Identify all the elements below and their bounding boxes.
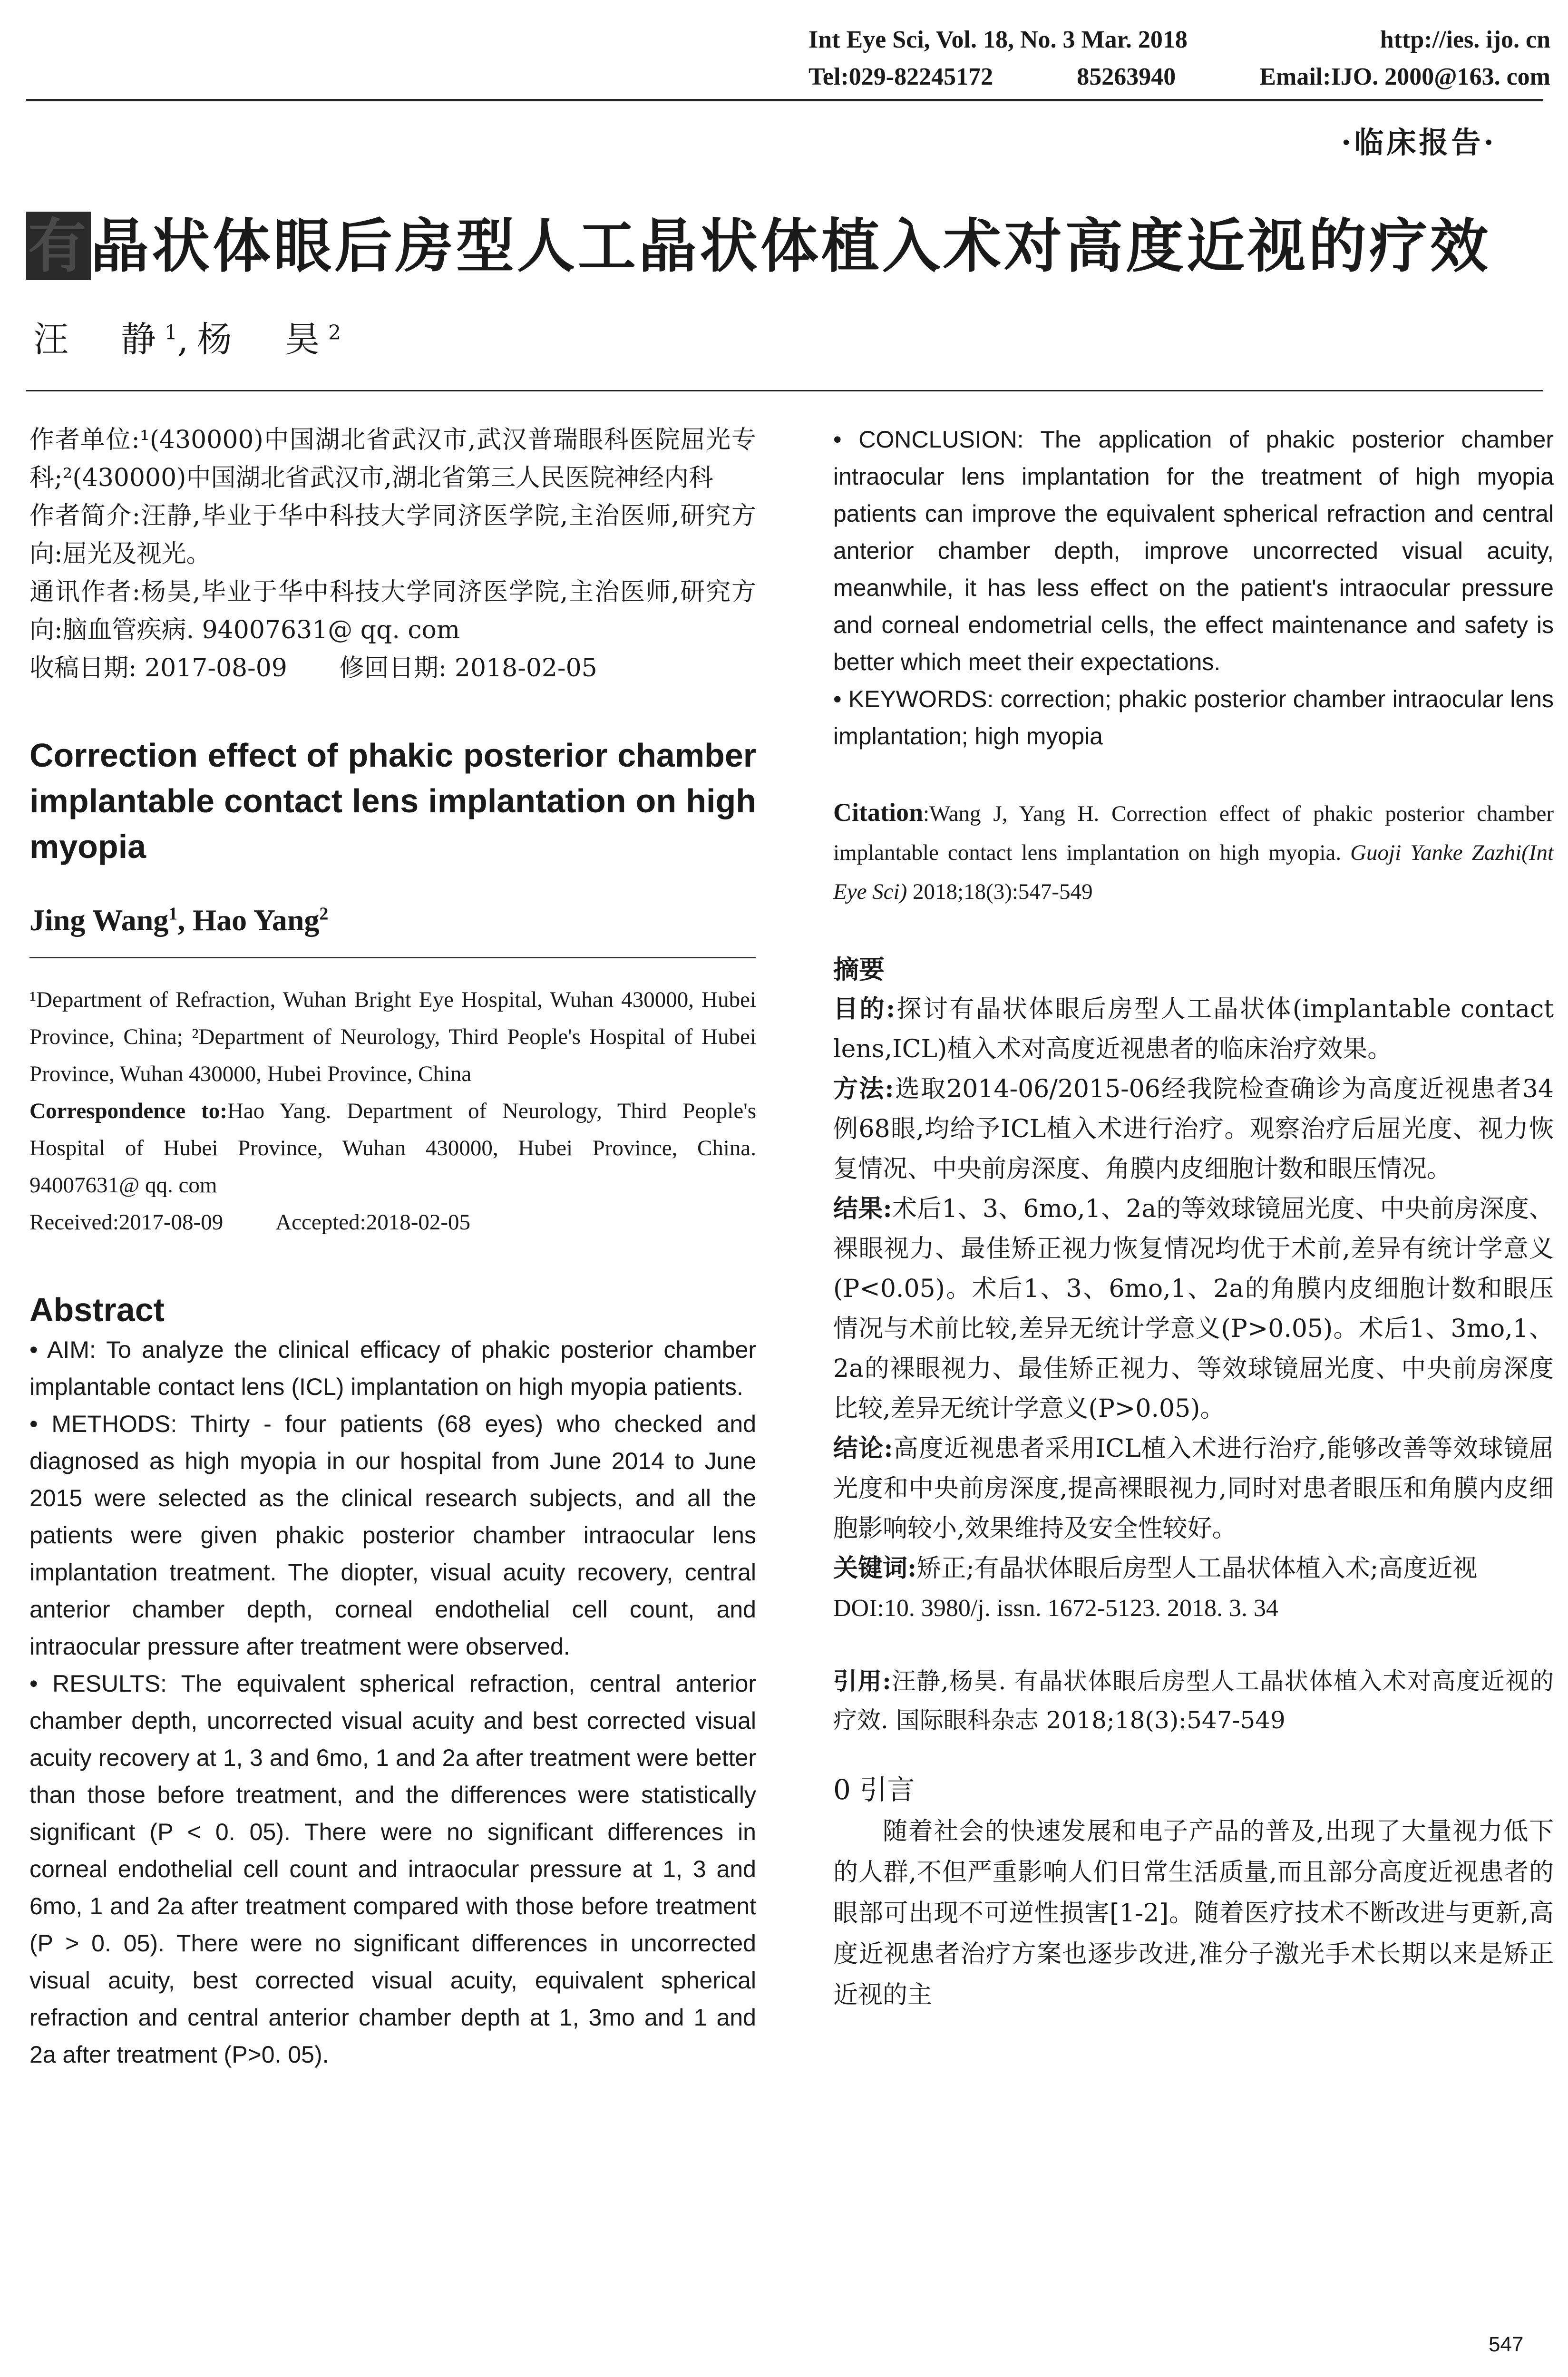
dates-cn xyxy=(29,649,756,687)
correspondence-text: Hao Yang. Department of Neurology, Third People's Hospital of Hubei Province, Wuhan 430000, Hubei Province, China. 94007631@ qq. com xyxy=(29,1099,756,1198)
doi[interactable]: DOI:10. 3980/j. issn. 1672-5123. 2018. 3. 34 xyxy=(833,1595,1278,1622)
right-column xyxy=(833,421,1554,2016)
citation-tail: 2018;18(3):547-549 xyxy=(907,879,1093,904)
author-sep: , xyxy=(177,319,197,360)
authors-en xyxy=(29,903,756,938)
results-text-cn: 术后1、3、6mo,1、2a的等效球镜屈光度、中央前房深度、裸眼视力、最佳矫正视力恢复情况均优于术前,差异有统计学意义(P<0.05)。术后1、3、6mo,1、2a的角膜内皮细胞计数和眼压情况与术前比较,差异无统计学意义(P>0.05)。术后1、3mo,1、2a的裸眼视力、最佳矫正视力、等效球镜屈光度、中央前房深度比较,差异无统计学意义(P>0.05)。 xyxy=(833,1195,1554,1423)
author-1-en-sup: 1 xyxy=(168,904,178,924)
abstract-aim: • AIM: To analyze the clinical efficacy of phakic posterior chamber implantable contact lens (ICL) implantation on high myopia patients. xyxy=(29,1336,756,1400)
affiliation-text: ¹Department of Refraction, Wuhan Bright Eye Hospital, Wuhan 430000, Hubei Province, China; ²Department of Neurology, Third People's Hospital of Hubei Province, Wuhan 430000, Hubei Province, China xyxy=(29,987,756,1086)
title-first-char: 有 xyxy=(26,212,91,280)
abstract-cn-keywords xyxy=(833,1549,1554,1588)
citation-en xyxy=(833,793,1554,911)
abstract-cn-methods xyxy=(833,1069,1554,1189)
author-en-sep: , xyxy=(177,903,193,937)
author-2-en-sup: 2 xyxy=(319,904,329,924)
header-line-2 xyxy=(808,58,1550,96)
abstract-results: • RESULTS: The equivalent spherical refraction, central anterior chamber depth, uncorrected visual acuity and best corrected visual acuity recovery at 1, 3 and 6mo, 1 and 2a after treatment were better than those before treatment, and the differences were statistically significant (P < 0. 05). There were no significant differences in corneal endothelial cell count and intraocular pressure at 1, 3 and 6mo, 1 and 2a after treatment compared with those before treatment (P > 0. 05). There were no significant differences in uncorrected visual acuity, best corrected visual acuity, equivalent spherical refraction and central anterior chamber depth at 1, 3mo and 1 and 2a after treatment (P>0. 05). xyxy=(29,1670,756,2068)
authors-en-rule xyxy=(29,957,756,958)
author-1-en: Jing Wang xyxy=(29,903,169,937)
citation-text: :Wang J, Yang H. Correction effect of phakic posterior chamber implantable contact lens implantation on high myopia. xyxy=(833,801,1554,865)
accepted-en: Accepted:2018-02-05 xyxy=(275,1210,471,1235)
citation-cn xyxy=(833,1662,1554,1740)
journal-header xyxy=(808,21,1550,96)
intro-text: 随着社会的快速发展和电子产品的普及,出现了大量视力低下的人群,不但严重影响人们日常生活质量,而且部分高度近视患者的眼部可出现不可逆性损害[1-2]。随着医疗技术不断改进与更新,高度近视患者治疗方案也逐步改进,准分子激光手术长期以来是矫正近视的主 xyxy=(833,1817,1554,2009)
abstract-en xyxy=(29,1331,756,2073)
revised-cn: 修回日期: 2018-02-05 xyxy=(339,654,597,682)
methods-text-cn: 选取2014-06/2015-06经我院检查确诊为高度近视患者34例68眼,均给予ICL植入术进行治疗。观察治疗后屈光度、视力恢复情况、中央前房深度、角膜内皮细胞计数和眼压情况。 xyxy=(833,1075,1554,1183)
header-rule xyxy=(26,99,1543,101)
citation-cn-text: 汪静,杨昊. 有晶状体眼后房型人工晶状体植入术对高度近视的疗效. 国际眼科杂志 2018;18(3):547-549 xyxy=(833,1667,1554,1734)
authors-rule xyxy=(26,390,1543,391)
conclusion-text-cn: 高度近视患者采用ICL植入术进行治疗,能够改善等效球镜屈光度和中央前房深度,提高裸眼视力,同时对患者眼压和角膜内皮细胞影响较小,效果维持及安全性较好。 xyxy=(833,1434,1554,1543)
affiliations-en xyxy=(29,981,756,1241)
author-2-cn: 杨 昊 xyxy=(197,319,329,360)
abstract-cn-results xyxy=(833,1189,1554,1429)
abstract-cn-aim xyxy=(833,989,1554,1069)
author-2-en: Hao Yang xyxy=(193,903,320,937)
citation-label: Citation xyxy=(833,798,923,827)
abstract-conclusion: • CONCLUSION: The application of phakic posterior chamber intraocular lens implantation for the treatment of high myopia patients can improve the equivalent spherical refraction and central anterior chamber depth, improve uncorrected visual acuity, meanwhile, it has less effect on the patient's intraocular pressure and corneal endometrial cells, the effect maintenance and safety is better which meet their expectations. xyxy=(833,426,1554,675)
aim-label-cn: 目的: xyxy=(833,994,896,1023)
abstract-methods: • METHODS: Thirty - four patients (68 eyes) who checked and diagnosed as high myopia in our hospital from June 2014 to June 2015 were selected as the clinical research subjects, and all the patients were given phakic posterior chamber intraocular lens implantation treatment. The diopter, visual acuity recovery, central anterior chamber depth, corneal endothelial cell count, and intraocular pressure after treatment were observed. xyxy=(29,1411,756,1660)
keywords-label-cn: 关键词: xyxy=(833,1554,917,1583)
abstract-cn-conclusion xyxy=(833,1429,1554,1549)
abstract-cn-heading: 摘要 xyxy=(833,954,885,984)
journal-url[interactable]: http://ies. ijo. cn xyxy=(1380,26,1550,53)
results-label-cn: 结果: xyxy=(833,1194,892,1223)
author-unit: 作者单位:¹(430000)中国湖北省武汉市,武汉普瑞眼科医院屈光专科;²(430000)中国湖北省武汉市,湖北省第三人民医院神经内科 xyxy=(29,426,756,492)
page-number: 547 xyxy=(1489,2333,1524,2356)
aim-text-cn: 探讨有晶状体眼后房型人工晶状体(implantable contact lens,ICL)植入术对高度近视患者的临床治疗效果。 xyxy=(833,995,1554,1063)
correspondence-label: Correspondence to: xyxy=(29,1099,227,1123)
received-en: Received:2017-08-09 xyxy=(29,1210,224,1235)
corresponding-author: 通讯作者:杨昊,毕业于华中科技大学同济医学院,主治医师,研究方向:脑血管疾病. 94007631@ qq. com xyxy=(29,578,756,644)
header-line-1 xyxy=(808,21,1550,58)
article-title-cn xyxy=(26,200,1491,283)
keywords-text-cn: 矫正;有晶状体眼后房型人工晶状体植入术;高度近视 xyxy=(916,1554,1478,1583)
author-info-cn xyxy=(29,421,756,687)
authors-cn xyxy=(33,312,341,362)
methods-label-cn: 方法: xyxy=(833,1074,894,1103)
left-column xyxy=(29,421,756,2073)
dates-en xyxy=(29,1204,756,1241)
received-cn: 收稿日期: 2017-08-09 xyxy=(29,654,287,682)
author-1-sup: 1 xyxy=(165,321,177,344)
author-1-cn: 汪 静 xyxy=(33,319,165,360)
journal-tel-2: 85263940 xyxy=(1077,63,1176,90)
abstract-keywords: • KEYWORDS: correction; phakic posterior chamber intraocular lens implantation; high myopia xyxy=(833,686,1554,750)
author-2-sup: 2 xyxy=(328,321,341,344)
title-rest: 晶状体眼后房型人工晶状体植入术对高度近视的疗效 xyxy=(91,212,1491,280)
conclusion-label-cn: 结论: xyxy=(833,1434,893,1463)
abstract-cn xyxy=(833,989,1554,1628)
journal-tel: Tel:029-82245172 xyxy=(808,63,993,90)
citation-cn-label: 引用: xyxy=(833,1667,891,1695)
citation-journal: Guoji Yanke Zazhi(Int Eye Sci) xyxy=(833,840,1554,904)
journal-email[interactable]: Email:IJO. 2000@163. com xyxy=(1259,63,1550,90)
article-title-en: Correction effect of phakic posterior chamber implantable contact lens implantation on high myopia xyxy=(29,737,756,865)
correspondence xyxy=(29,1092,756,1204)
abstract-heading: Abstract xyxy=(29,1291,165,1328)
abstract-en-continued xyxy=(833,421,1554,755)
journal-issue: Int Eye Sci, Vol. 18, No. 3 Mar. 2018 xyxy=(808,26,1188,53)
intro-heading: 0 引言 xyxy=(833,1773,915,1806)
author-bio: 作者简介:汪静,毕业于华中科技大学同济医学院,主治医师,研究方向:屈光及视光。 xyxy=(29,502,756,568)
section-tag: ·临床报告· xyxy=(1341,125,1497,160)
